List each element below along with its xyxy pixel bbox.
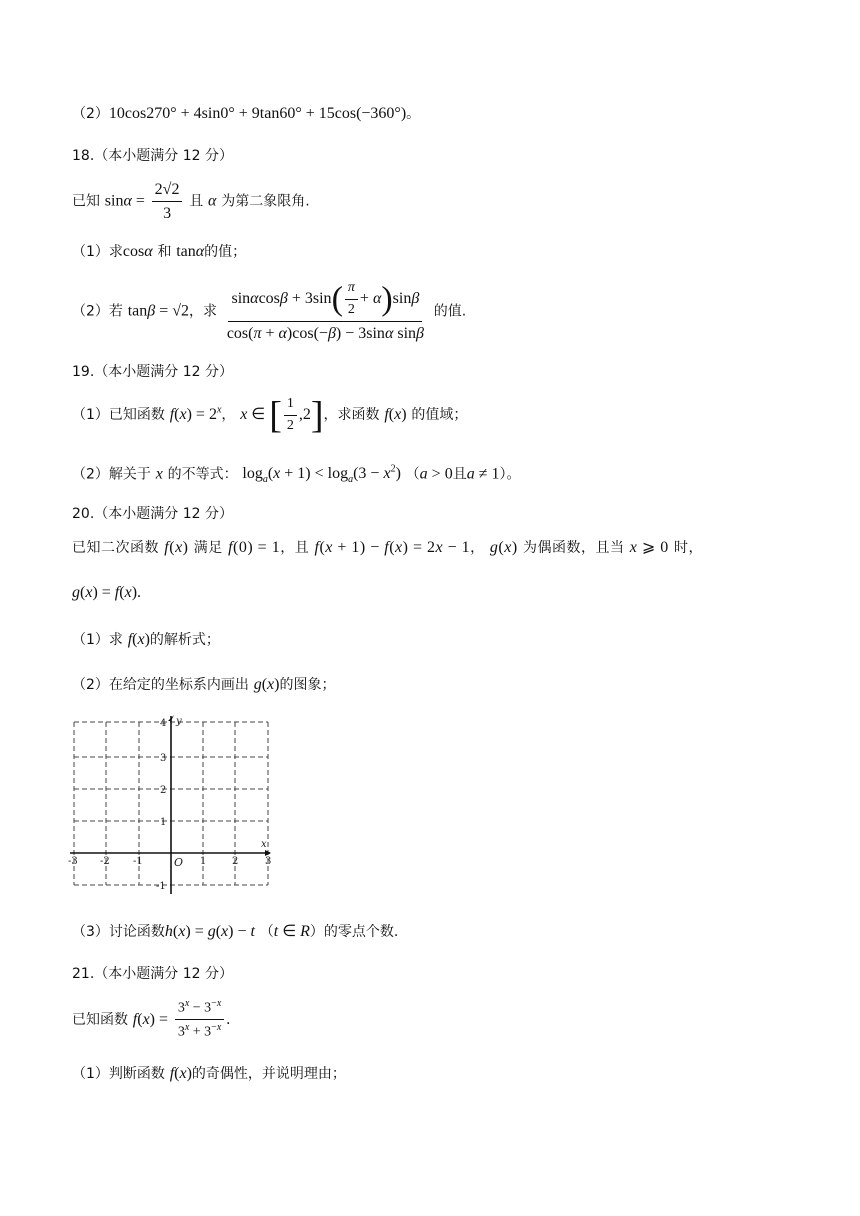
numerator: sinαcosβ + 3sin( $\frac{\pi}{2}$ + α)sinβ <box>228 280 422 322</box>
f-x: f(x) <box>384 405 407 423</box>
x-tick-label: -1 <box>133 856 143 867</box>
q21-part1-line <box>72 1064 346 1083</box>
g-x: g(x) <box>489 539 518 556</box>
denominator: cos(π + α)cos(−β) − 3sinα sinβ <box>226 324 424 342</box>
text: 为偶函数，且当 <box>522 540 625 556</box>
g-x: g(x) <box>253 676 280 693</box>
text: ， <box>470 540 485 556</box>
difference-condition: f(x + 1) − f(x) = 2x − 1 <box>314 539 471 556</box>
f0-condition: f(0) = 1 <box>228 539 281 556</box>
q20-part1-line <box>72 630 220 649</box>
text: ，且 <box>280 540 310 556</box>
text: （2）解关于 <box>72 466 151 483</box>
text: 且 <box>189 193 204 210</box>
q21-header: 21.（本小题满分 12 分） <box>72 966 233 982</box>
q18-header: 18.（本小题满分 12 分） <box>72 148 233 164</box>
text: 的奇偶性，并说明理由； <box>191 1066 346 1082</box>
text: 满足 <box>193 540 223 556</box>
y-tick-label: 3 <box>160 753 167 764</box>
denominator: $3^x + 3^{-x}$ <box>177 1022 222 1041</box>
q18-part1-line <box>72 242 246 261</box>
text: （1）已知函数 <box>72 406 165 423</box>
x-tick-label: -2 <box>100 856 110 867</box>
x-tick-label: 2 <box>232 856 239 867</box>
text: （1）判断函数 <box>72 1066 165 1082</box>
text: 的解析式； <box>149 632 220 648</box>
q17-part2-expression: 10cos270° + 4sin0° + 9tan60° + 15cos(−360°) <box>108 105 407 122</box>
log-inequality: $\log_a(x + 1) < \log_a(3 - x^2)$ <box>242 464 401 486</box>
q20-part2-line <box>72 675 335 694</box>
text: 为第二象限角. <box>221 193 310 210</box>
x-tick-label: 1 <box>200 856 207 867</box>
y-tick-label: 2 <box>160 785 167 796</box>
x-tick-label: 3 <box>265 856 272 867</box>
q21-fraction <box>175 998 224 1042</box>
text: 的值. <box>433 303 467 320</box>
numerator: 2√2 <box>152 180 183 202</box>
part-label: （2） <box>72 106 109 122</box>
q20-given-line <box>72 538 703 557</box>
text: ）。 <box>499 466 521 483</box>
q20-header: 20.（本小题满分 12 分） <box>72 506 233 522</box>
text: 的值域； <box>411 406 468 423</box>
q18-given-line <box>72 180 310 223</box>
text: 且 <box>452 466 467 483</box>
f-x: f(x) <box>169 1065 192 1082</box>
q18-part2-fraction <box>224 280 427 343</box>
q17-part2-line <box>72 104 420 123</box>
period: 。 <box>406 106 421 122</box>
y-axis-arrow <box>168 715 174 721</box>
text: 和 <box>157 244 172 260</box>
text: 已知函数 <box>72 1011 128 1028</box>
text: （1）求 <box>72 632 123 648</box>
text: ） <box>309 924 324 940</box>
cos-alpha: cosα <box>122 243 153 260</box>
denominator: 3 <box>163 205 172 223</box>
text: （2）若 <box>72 303 123 320</box>
text: 已知 <box>72 193 100 210</box>
g-equals-f: g(x) = f(x). <box>72 584 142 601</box>
y-axis-label: y <box>176 716 182 727</box>
x-nonneg: x ⩾ 0 <box>629 539 669 556</box>
q18-fraction <box>152 180 183 223</box>
tan-beta-condition: tanβ = √2 <box>127 302 190 320</box>
q19-part1-line <box>72 396 467 435</box>
cond-a-not-one: a ≠ 1 <box>466 465 500 483</box>
f-def: $f(x) = 2^x$ <box>169 404 222 423</box>
numerator: $3^x - 3^{-x}$ <box>175 998 224 1020</box>
q19-header: 19.（本小题满分 12 分） <box>72 364 233 380</box>
y-tick-label: 4 <box>160 718 167 729</box>
text: （2）在给定的坐标系内画出 <box>72 677 249 693</box>
text: （3）讨论函数 <box>72 924 165 940</box>
axes <box>70 716 270 894</box>
text: （ <box>259 924 274 940</box>
tan-alpha: tanα <box>176 243 205 260</box>
y-tick-label: -1 <box>156 881 166 892</box>
y-tick-label: 1 <box>160 817 167 828</box>
h-def: h(x) = g(x) − t <box>164 923 255 940</box>
q19-part2-line <box>72 464 520 487</box>
x-axis-label: x <box>261 839 267 850</box>
text: ，求函数 <box>323 406 380 423</box>
text: 已知二次函数 <box>72 540 159 556</box>
text: （1）求 <box>72 244 123 260</box>
f-x: f(x) <box>164 539 189 556</box>
q18-part2-line <box>72 280 466 343</box>
q21-given-line: 已知函数 f(x) = $\frac{3^x - 3^{-x}}{3^x + 3^{-x}}$ . <box>72 998 231 1041</box>
domain-interval: x ∈ [ $\frac{1}{2}$ ,2] <box>240 394 324 437</box>
f-x: f(x) <box>127 631 150 648</box>
coordinate-grid <box>66 712 282 896</box>
origin-label: O <box>174 856 184 869</box>
q20-given-line2 <box>72 583 141 602</box>
q20-part3-line <box>72 922 398 941</box>
cond-a-positive: a > 0 <box>419 465 453 483</box>
text: 的值； <box>204 244 247 260</box>
f-x: f(x) = <box>132 1010 169 1028</box>
alpha-symbol: α <box>208 192 217 210</box>
text: ， <box>221 406 236 423</box>
text: （ <box>405 466 420 483</box>
x-symbol: x <box>155 465 163 483</box>
text: 时， <box>674 540 704 556</box>
q18-sin-alpha: sinα = <box>104 192 145 210</box>
t-in-R: t ∈ R <box>273 923 310 940</box>
x-tick-label: -3 <box>68 856 78 867</box>
text: 的图象； <box>279 677 336 693</box>
text: ，求 <box>189 303 218 320</box>
text: 的不等式： <box>167 466 238 483</box>
text: 的零点个数. <box>323 924 399 940</box>
